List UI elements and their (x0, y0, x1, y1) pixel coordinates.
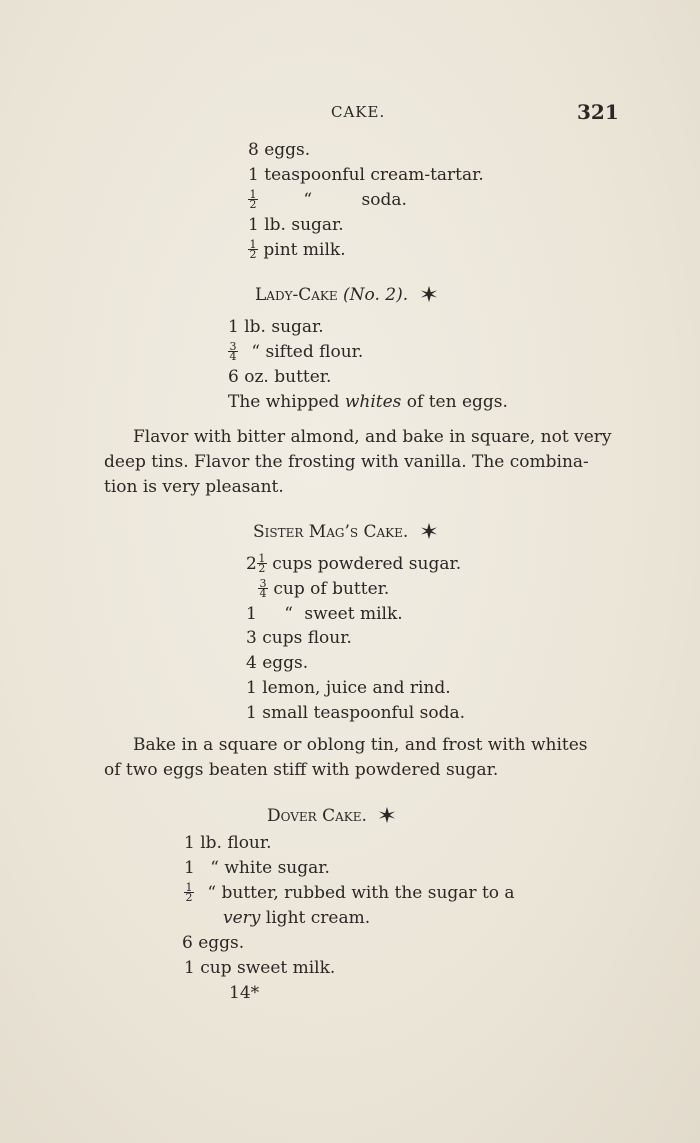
recipe-heading: Lady-Cake (No. 2). (255, 285, 438, 305)
ingredient-line: $\frac{3}{4}$ “ sifted flour. (229, 340, 364, 363)
ingredient-line: 2 $\frac{1}{2}$ cups powdered sugar. (246, 552, 462, 575)
ingredient-line: $\frac{1}{2}$ pint milk. (249, 238, 346, 261)
fraction: $\frac{3}{4}$ (259, 577, 267, 600)
maltese-cross-icon (420, 522, 438, 540)
fraction: $\frac{1}{2}$ (258, 552, 266, 575)
ingredient-line: 3 cups flour. (246, 628, 352, 648)
paragraph-line: deep tins. Flavor the frosting with vanilla. The combina- (104, 452, 589, 472)
page-number: 321 (577, 100, 619, 124)
ingredient-line: 1 lb. sugar. (228, 317, 324, 337)
ingredient-line: 1 teaspoonful cream-tartar. (248, 165, 484, 185)
recipe-heading: Sister Mag’s Cake. (253, 522, 438, 542)
ingredient-line: The whipped whites of ten eggs. (228, 392, 508, 412)
ingredient-line: 1 “ sweet milk. (246, 604, 403, 624)
ingredient-line: 1 cup sweet milk. (184, 958, 336, 978)
paragraph-line: Flavor with bitter almond, and bake in square, not very (133, 427, 612, 447)
ingredient-line: $\frac{1}{2}$ “ soda. (249, 188, 407, 211)
ingredient-line: 1 lb. sugar. (248, 215, 344, 235)
ingredient-line: 1 “ white sugar. (184, 858, 330, 878)
ingredient-line: very light cream. (223, 908, 371, 928)
ingredient-line: $\frac{3}{4}$ cup of butter. (259, 577, 390, 600)
running-head-title: CAKE. (331, 103, 386, 121)
ingredient-line: $\frac{1}{2}$ “ butter, rubbed with the sugar to a (185, 881, 515, 904)
paragraph-line: Bake in a square or oblong tin, and frost with whites (133, 735, 588, 755)
fraction: $\frac{1}{2}$ (249, 238, 257, 261)
ingredient-line: 1 small teaspoonful soda. (246, 703, 466, 723)
ingredient-line: 8 eggs. (248, 140, 311, 160)
ingredient-line: 4 eggs. (246, 653, 309, 673)
ingredient-line: 6 oz. butter. (228, 367, 332, 387)
paragraph-line: of two eggs beaten stiff with powdered sugar. (104, 760, 499, 780)
ingredient-line: 1 lb. flour. (184, 833, 272, 853)
ingredient-line: 1 lemon, juice and rind. (246, 678, 451, 698)
fraction: $\frac{1}{2}$ (249, 188, 257, 211)
fraction: $\frac{1}{2}$ (185, 881, 193, 904)
signature-mark: 14* (229, 983, 260, 1003)
fraction: $\frac{3}{4}$ (229, 340, 237, 363)
paragraph-line: tion is very pleasant. (104, 477, 284, 497)
recipe-heading: Dover Cake. (267, 806, 396, 826)
maltese-cross-icon (378, 806, 396, 824)
ingredient-line: 6 eggs. (182, 933, 245, 953)
maltese-cross-icon (420, 285, 438, 303)
